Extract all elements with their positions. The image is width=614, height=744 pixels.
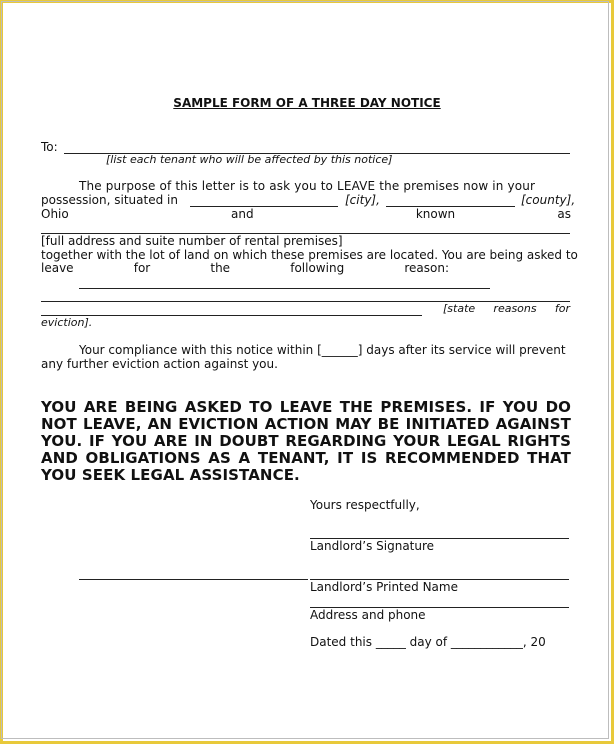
compliance-line-2: any further eviction action against you. [41, 357, 278, 371]
to-label: To: [41, 140, 58, 154]
hint-reasons: reasons [493, 302, 537, 315]
word-for: for [133, 261, 151, 275]
document-title: SAMPLE FORM OF A THREE DAY NOTICE [173, 96, 441, 110]
reason-line-1 [79, 288, 490, 289]
purpose-line-1-text: The purpose of this letter is to ask you to LEAVE the premises now in your [79, 179, 536, 193]
word-as: as [557, 207, 571, 221]
compliance-line-1: Your compliance with this notice within [______] days after its service will prevent [79, 343, 566, 357]
word-the: the [210, 261, 231, 275]
state-reasons-hint [443, 302, 570, 316]
eviction-warning: YOU ARE BEING ASKED TO LEAVE THE PREMISES. IF YOU DO NOT LEAVE, AN EVICTION ACTION MAY BE INITIATED AGAINST YOU. IF YOU ARE IN DOUBT REGARDING YOUR LEGAL RIGHTS AND OBLIGATIONS AS A TENANT, IT IS RECOMMENDED THAT YOU SEEK LEGAL ASSISTANCE. [41, 398, 571, 484]
address-phone-label: Address and phone [310, 608, 426, 622]
purpose-line-5: together with the lot of land on which these premises are located. You are being asked to [41, 248, 578, 262]
hint-state: [state [443, 302, 476, 315]
printed-name-label: Landlord’s Printed Name [310, 580, 458, 594]
word-leave: leave [41, 261, 74, 275]
word-reason: reason: [404, 261, 449, 275]
hint-for: for [554, 302, 570, 315]
to-hint: [list each tenant who will be affected by this notice] [106, 153, 393, 166]
word-known: known [415, 207, 456, 221]
purpose-line-1 [79, 179, 570, 193]
purpose-line-6 [41, 261, 571, 275]
word-ohio: Ohio [41, 207, 69, 221]
word-and: and [230, 207, 254, 221]
purpose-line-3 [41, 207, 571, 221]
closing-text: Yours respectfully, [310, 498, 420, 512]
reason-line-3 [41, 315, 422, 316]
purpose-line-2-a: possession, situated in [41, 193, 178, 207]
dated-line: Dated this _____ day of ____________, 20 [310, 635, 546, 649]
landlord-signature-label: Landlord’s Signature [310, 539, 435, 553]
city-hint: [city], [345, 193, 380, 207]
eviction-hint: eviction]. [41, 316, 93, 329]
county-hint: [county], [521, 193, 576, 207]
address-hint: [full address and suite number of rental premises] [41, 234, 343, 248]
word-following: following [290, 261, 345, 275]
printed-name-left-line [79, 579, 308, 580]
